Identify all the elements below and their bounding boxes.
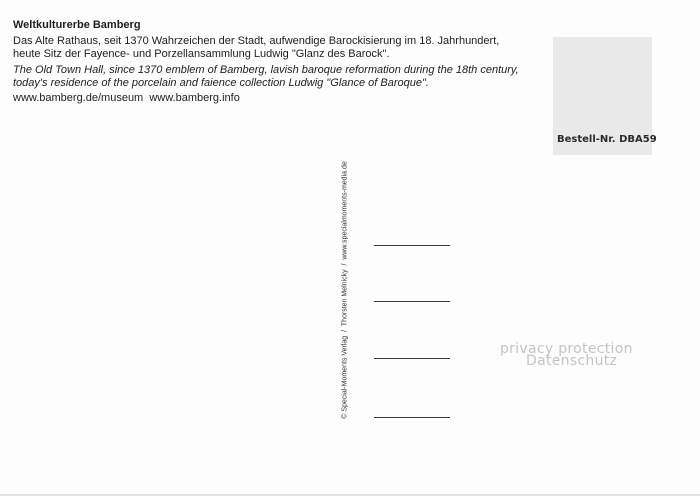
description-german-line-1: Das Alte Rathaus, seit 1370 Wahrzeichen der Stadt, aufwendige Barockisierung im 18. Jahrhundert, (13, 35, 500, 47)
description-english-line-1: The Old Town Hall, since 1370 emblem of Bamberg, lavish baroque reformation during the 18th century, (13, 64, 519, 76)
address-line (374, 245, 450, 246)
watermark-line-2: Datenschutz (526, 353, 618, 369)
website-links: www.bamberg.de/museum www.bamberg.info (13, 92, 240, 104)
order-number: Bestell-Nr. DBA59 (557, 134, 657, 145)
description-english-line-2: today's residence of the porcelain and faience collection Ludwig "Glance of Baroque". (13, 77, 429, 89)
description-german-line-2: heute Sitz der Fayence- und Porzellansammlung Ludwig "Glanz des Barock". (13, 48, 390, 60)
postcard-heading: Weltkulturerbe Bamberg (13, 19, 141, 31)
address-line (374, 358, 450, 359)
address-line (374, 417, 450, 418)
publisher-credit: © Special-Moments Verlag / Thorsten Melnicky / www.specialmoments-media.de (341, 161, 349, 419)
watermark-line-1: privacy protection (500, 341, 633, 357)
address-line (374, 301, 450, 302)
